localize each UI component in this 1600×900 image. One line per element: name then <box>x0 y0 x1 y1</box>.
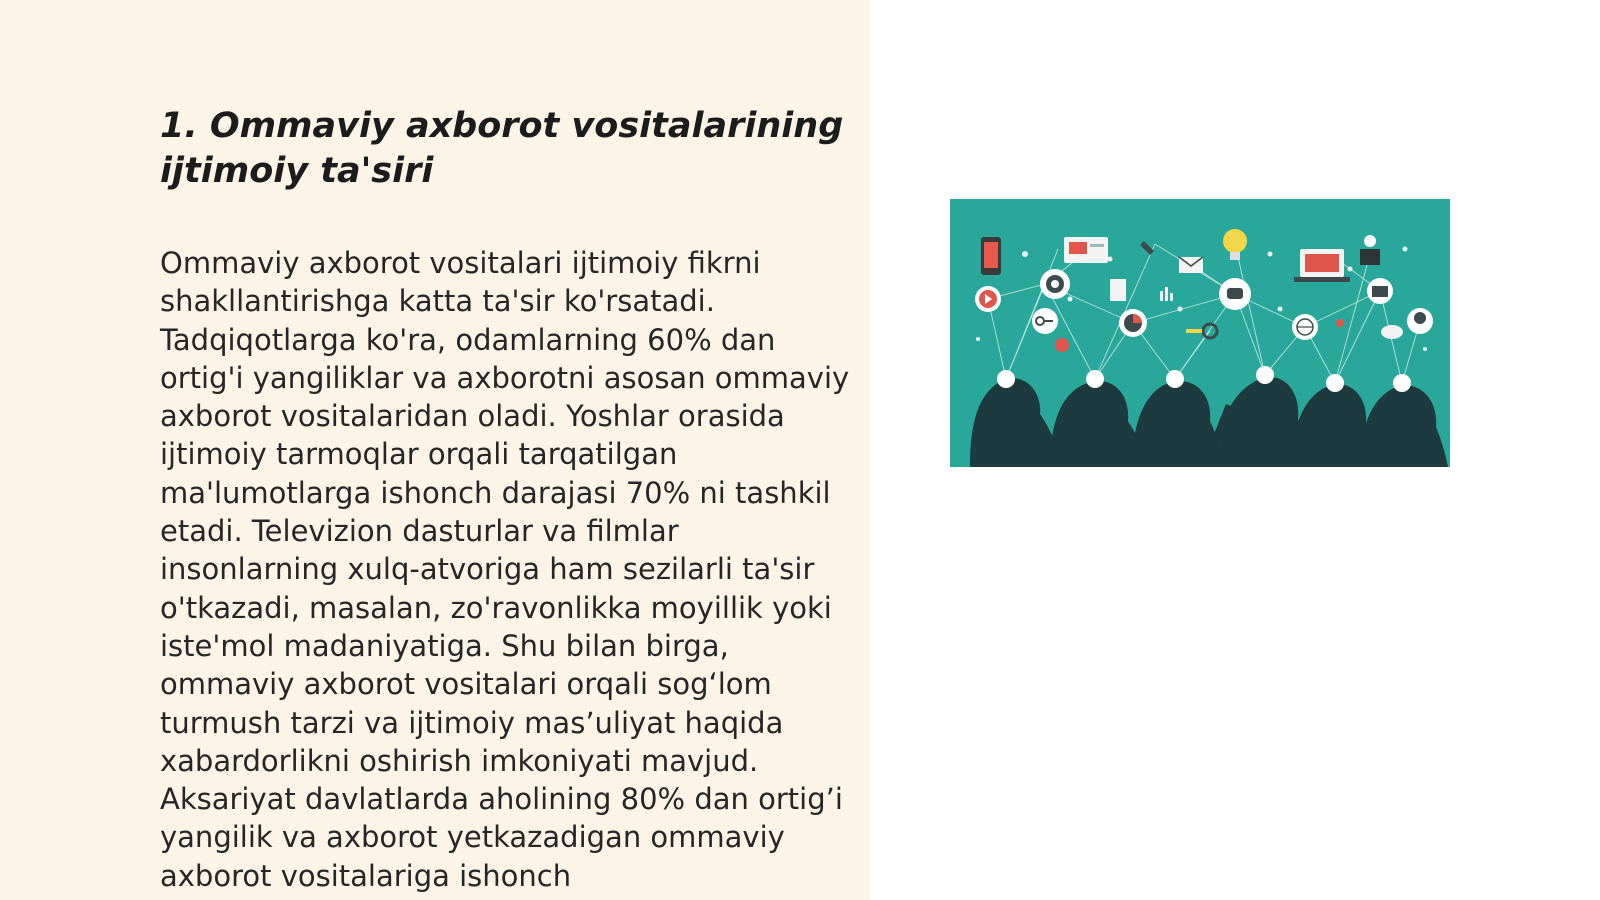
envelope-icon <box>1179 257 1203 273</box>
media-network-illustration <box>950 199 1450 467</box>
smartphone-icon <box>981 237 1001 275</box>
tree-icon <box>1407 308 1433 334</box>
laptop-icon <box>1294 249 1350 282</box>
gear-icon <box>1040 269 1070 299</box>
globe-icon <box>1292 314 1318 340</box>
play-icon <box>975 286 1001 312</box>
pie-chart-icon <box>1119 309 1147 337</box>
slide-title: 1. Ommaviy axborot vositalarining ijtimoiy ta'siri <box>160 106 844 191</box>
monitor-icon <box>1064 237 1108 263</box>
document-icon <box>1110 279 1126 301</box>
slide-body-text: Ommaviy axborot vositalari ijtimoiy fikrni shakllantirishga katta ta'sir ko'rsatadi. Tadqiqotlarga ko'ra, odamlarning 60% dan ortig'i yangiliklar va axborotni asosan ommaviy axborot vositalaridan oladi. Yoshlar orasida ijtimoiy tarmoqlar orqali tarqatilgan ma'lumotlarga ishonch darajasi 70% ni tashkil etadi. Televizion dasturlar va filmlar insonlarning xulq-atvoriga ham sezilarli ta'sir o'tkazadi, masalan, zo'ravonlikka moyillik yoki iste'mol madaniyatiga. Shu bilan birga, ommaviy axborot vositalari orqali sog‘lom turmush tarzi va ijtimoiy mas’uliyat haqida xabardorlikni oshirish imkoniyati mavjud. Aksariyat davlatlarda aholining 80% dan ortig’i yangilik va axborot yetkazadigan ommaviy axborot vositalariga ishonch <box>160 246 850 893</box>
envelope-icon-2 <box>1367 278 1393 304</box>
chat-icon <box>1219 278 1251 310</box>
cloud-icon <box>1381 325 1403 339</box>
key-icon <box>1032 308 1058 334</box>
